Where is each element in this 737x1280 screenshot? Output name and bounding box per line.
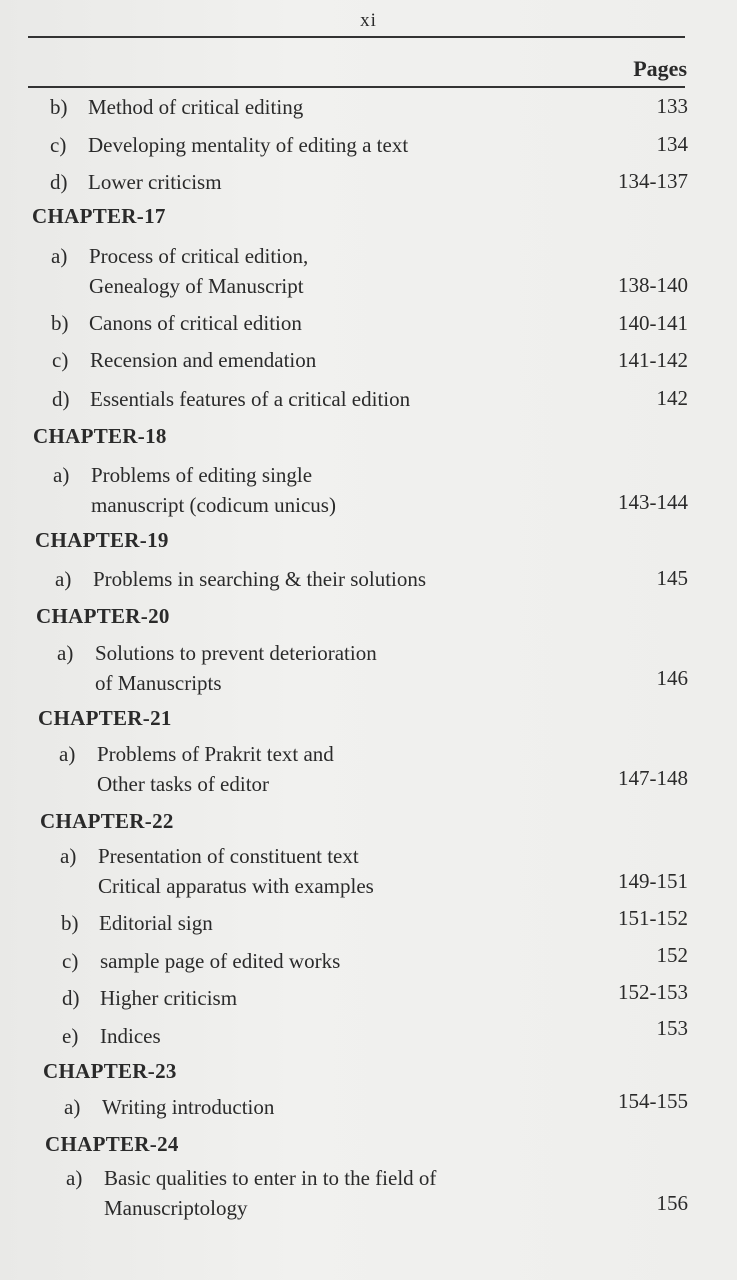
- chapter-heading: CHAPTER-24: [45, 1132, 179, 1156]
- toc-entry: [57, 638, 377, 698]
- entry-title: Indices: [100, 1024, 161, 1048]
- toc-entry: [51, 241, 308, 301]
- toc-entry: [55, 564, 426, 594]
- entry-marker: a): [66, 1166, 83, 1190]
- entry-title: Problems of Prakrit text and: [97, 742, 334, 766]
- entry-marker: b): [50, 95, 68, 119]
- page-reference: 152: [656, 943, 688, 967]
- page-reference: 152-153: [618, 980, 688, 1004]
- chapter-heading: CHAPTER-20: [36, 604, 170, 628]
- page-reference: 142: [656, 386, 688, 410]
- page-reference: 133: [656, 94, 688, 118]
- entry-title: Presentation of constituent text: [98, 844, 359, 868]
- entry-marker: a): [59, 742, 76, 766]
- toc-entry: [62, 983, 237, 1013]
- entry-title-continued: of Manuscripts: [95, 671, 222, 695]
- entry-marker: b): [61, 911, 79, 935]
- entry-title: Solutions to prevent deterioration: [95, 641, 377, 665]
- page-reference: 141-142: [618, 348, 688, 372]
- page-reference: 151-152: [618, 906, 688, 930]
- pages-column-header: Pages: [633, 56, 687, 81]
- entry-marker: a): [64, 1095, 81, 1119]
- chapter-heading: CHAPTER-22: [40, 809, 174, 833]
- entry-marker: c): [52, 348, 69, 372]
- page-reference: 140-141: [618, 311, 688, 335]
- page-reference: 156: [656, 1191, 688, 1215]
- page-reference: 134-137: [618, 169, 688, 193]
- entry-marker: d): [50, 170, 68, 194]
- entry-title: Problems of editing single: [91, 463, 313, 487]
- entry-marker: a): [57, 641, 74, 665]
- entry-marker: d): [52, 387, 70, 411]
- entry-title-continued: Other tasks of editor: [97, 772, 270, 796]
- entry-title-continued: Manuscriptology: [104, 1196, 248, 1220]
- entry-marker: a): [55, 567, 72, 591]
- entry-marker: b): [51, 311, 69, 335]
- toc-entry: [50, 130, 408, 160]
- page-reference: 145: [656, 566, 688, 590]
- toc-entry: [51, 308, 302, 338]
- entry-title: Canons of critical edition: [89, 311, 302, 335]
- entry-title: Developing mentality of editing a text: [88, 133, 409, 157]
- page-reference: 134: [656, 132, 688, 156]
- entry-title: Process of critical edition,: [89, 244, 309, 268]
- toc-entry: [50, 167, 222, 197]
- page-reference: 146: [656, 666, 688, 690]
- entry-title-continued: Critical apparatus with examples: [98, 874, 374, 898]
- toc-entry: [60, 841, 374, 901]
- page-reference: 153: [656, 1016, 688, 1040]
- entry-marker: a): [51, 244, 68, 268]
- toc-entry: [52, 345, 316, 375]
- toc-entry: [53, 460, 336, 520]
- entry-title: Problems in searching & their solutions: [93, 567, 427, 591]
- toc-entry: [61, 908, 213, 938]
- entry-marker: c): [62, 949, 79, 973]
- entry-title: Recension and emendation: [90, 348, 317, 372]
- entry-title: Editorial sign: [99, 911, 213, 935]
- entry-title: Method of critical editing: [88, 95, 304, 119]
- toc-entry: [52, 384, 410, 414]
- toc-entry: [59, 739, 334, 799]
- entry-title: Writing introduction: [102, 1095, 275, 1119]
- entry-title: Essentials features of a critical edition: [90, 387, 411, 411]
- entry-title: Lower criticism: [88, 170, 222, 194]
- page-reference: 154-155: [618, 1089, 688, 1113]
- entry-title: Basic qualities to enter in to the field of: [104, 1166, 437, 1190]
- chapter-heading: CHAPTER-23: [43, 1059, 177, 1083]
- page-number: xi: [360, 10, 377, 31]
- chapter-heading: CHAPTER-19: [35, 528, 169, 552]
- entry-title: sample page of edited works: [100, 949, 341, 973]
- entry-marker: a): [60, 844, 77, 868]
- entry-title: Higher criticism: [100, 986, 238, 1010]
- page-reference: 147-148: [618, 766, 688, 790]
- toc-entry: [64, 1092, 274, 1122]
- page-reference: 143-144: [618, 490, 688, 514]
- entry-marker: e): [62, 1024, 79, 1048]
- toc-entry: [62, 946, 340, 976]
- toc-entry: [66, 1163, 436, 1223]
- page-reference: 149-151: [618, 869, 688, 893]
- chapter-heading: CHAPTER-17: [32, 204, 166, 228]
- entry-marker: a): [53, 463, 70, 487]
- chapter-heading: CHAPTER-18: [33, 424, 167, 448]
- toc-entry: [50, 92, 303, 122]
- chapter-heading: CHAPTER-21: [38, 706, 172, 730]
- entry-title-continued: manuscript (codicum unicus): [91, 493, 336, 517]
- entry-marker: c): [50, 133, 67, 157]
- entry-title-continued: Genealogy of Manuscript: [89, 274, 304, 298]
- entry-marker: d): [62, 986, 80, 1010]
- page-reference: 138-140: [618, 273, 688, 297]
- toc-entry: [62, 1021, 161, 1051]
